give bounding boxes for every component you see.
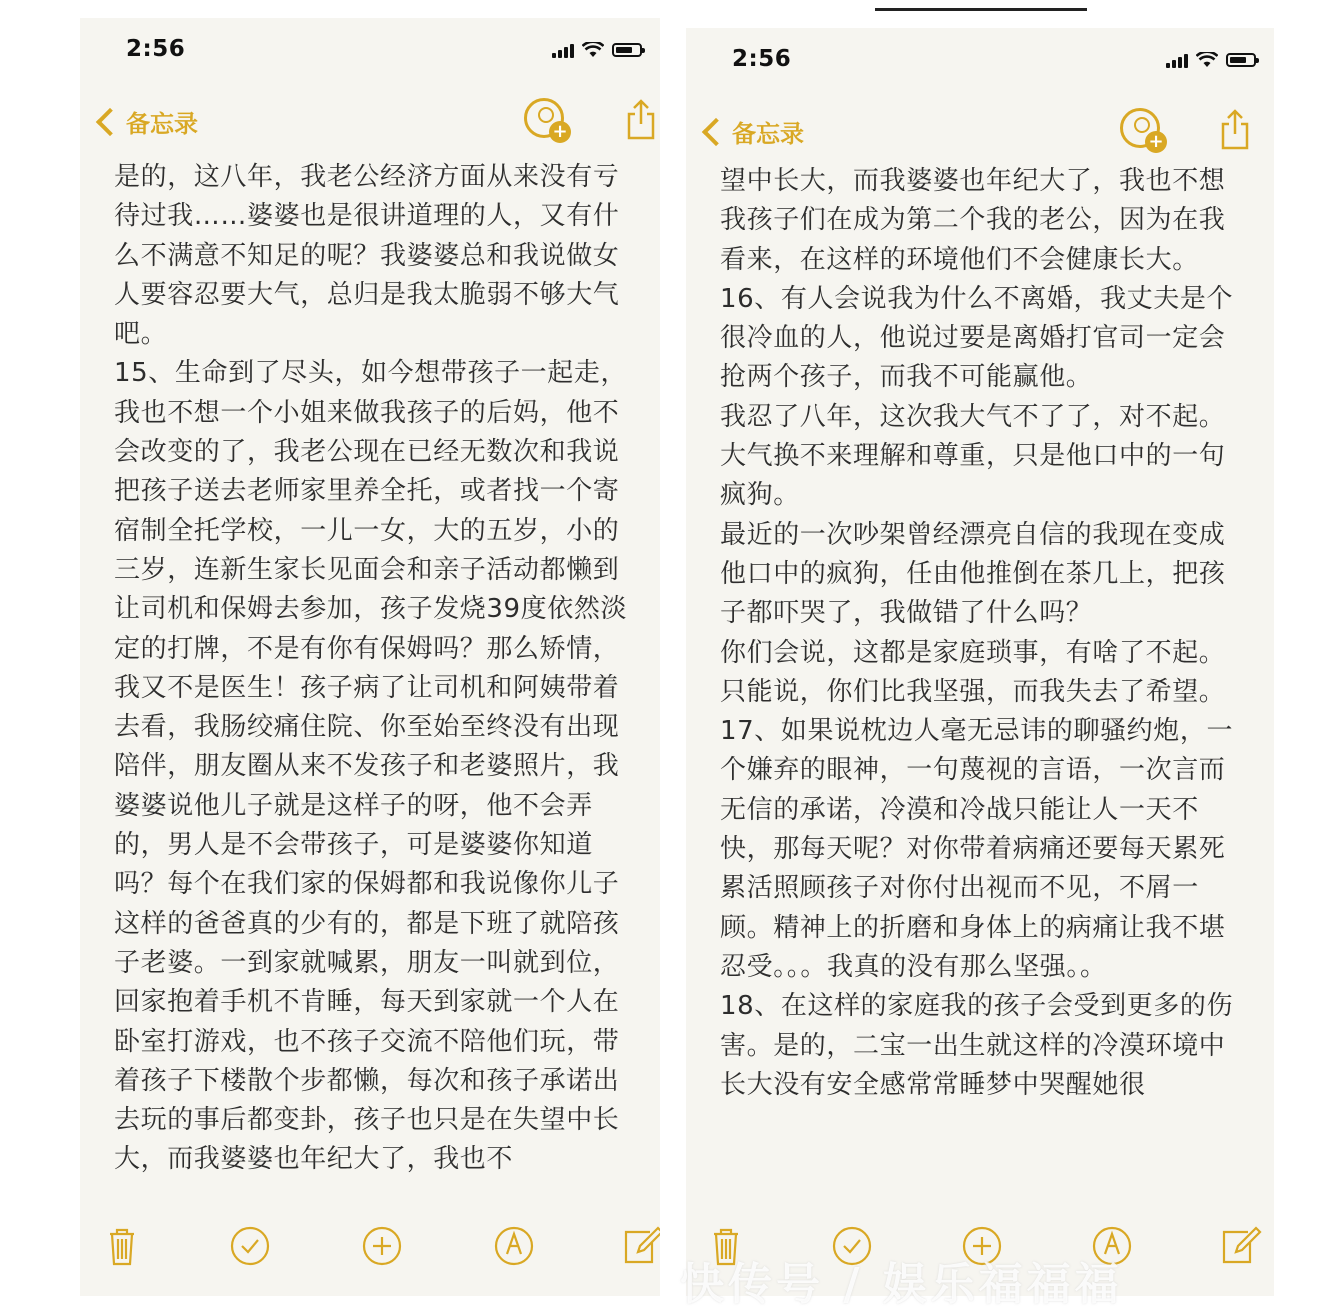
status-time: 2:56 (732, 46, 792, 72)
share-button[interactable] (626, 98, 656, 140)
delete-button[interactable] (100, 1224, 144, 1268)
status-time: 2:56 (126, 36, 186, 62)
checkmark-circle-icon (228, 1224, 272, 1268)
watermark: 快传号 / 娱乐福福福 (680, 1259, 1123, 1310)
nav-bar (686, 108, 1274, 158)
plus-badge-icon: + (549, 121, 571, 143)
checklist-button[interactable] (228, 1224, 272, 1268)
note-paragraph: 17、如果说枕边人毫无忌讳的聊骚约炮，一个嫌弃的眼神，一句蔑视的言语，一次言而无信的承诺，冷漠和冷战只能让人一天不快，那每天呢？对你带着病痛还要每天累死累活照顾孩子对你付出视而不见，不屑一顾。精神上的折磨和身体上的病痛让我不堪忍受。。。我真的没有那么坚强。。 (720, 716, 1234, 982)
back-label: 备忘录 (732, 120, 804, 148)
compose-button[interactable] (1218, 1224, 1262, 1268)
compose-icon (620, 1224, 660, 1268)
trash-icon (100, 1224, 144, 1268)
chevron-left-icon (702, 117, 730, 145)
note-paragraph: 你们会说，这都是家庭琐事，有啥了不起。只能说，你们比我坚强，而我失去了希望。 (720, 637, 1226, 707)
back-button[interactable] (698, 114, 804, 149)
add-people-button[interactable] (524, 98, 568, 142)
signal-icon (552, 42, 574, 58)
note-content[interactable] (114, 158, 638, 1200)
compose-icon (1218, 1224, 1262, 1268)
phone-screenshot-left (80, 18, 660, 1296)
top-edge-line (875, 8, 1087, 11)
status-bar (80, 36, 660, 66)
compose-button[interactable] (620, 1224, 660, 1268)
wifi-icon (582, 42, 604, 58)
note-paragraph: 望中长大，而我婆婆也年纪大了，我也不想我孩子们在成为第二个我的老公，因为在我看来，在这样的环境他们不会健康长大。 (720, 166, 1226, 275)
note-paragraph: 16、有人会说我为什么不离婚，我丈夫是个很冷血的人，他说过要是离婚打官司一定会抢两个孩子，而我不可能赢他。 (720, 283, 1234, 393)
phone-screenshot-right (686, 28, 1274, 1296)
back-button[interactable] (92, 104, 198, 139)
markup-button[interactable] (492, 1224, 536, 1268)
status-icons (552, 42, 642, 58)
plus-badge-icon: + (1145, 131, 1167, 153)
note-paragraph: 我忍了八年，这次我大气不了了，对不起。大气换不来理解和尊重，只是他口中的一句疯狗。 (720, 401, 1226, 511)
signal-icon (1166, 52, 1188, 68)
battery-icon (612, 43, 642, 57)
add-button[interactable] (360, 1224, 404, 1268)
nav-bar (80, 98, 660, 148)
status-icons (1166, 52, 1256, 68)
battery-icon (1226, 53, 1256, 67)
note-paragraph: 最近的一次吵架曾经漂亮自信的我现在变成他口中的疯狗，任由他推倒在茶几上，把孩子都吓哭了，我做错了什么吗？ (720, 519, 1226, 629)
share-button[interactable] (1220, 108, 1250, 150)
add-people-button[interactable] (1120, 108, 1164, 152)
note-content[interactable] (720, 162, 1244, 1200)
back-label: 备忘录 (126, 110, 198, 138)
wifi-icon (1196, 52, 1218, 68)
bottom-toolbar (80, 1224, 660, 1274)
plus-circle-icon (360, 1224, 404, 1268)
chevron-left-icon (96, 107, 124, 135)
pen-tip-circle-icon (492, 1224, 536, 1268)
status-bar (686, 46, 1274, 76)
note-paragraph: 15、生命到了尽头，如今想带孩子一起走，我也不想一个小姐来做我孩子的后妈，他不会改变的了，我老公现在已经无数次和我说把孩子送去老师家里养全托，或者找一个寄宿制全托学校，一儿一女，大的五岁，小的三岁，连新生家长见面会和亲子活动都懒到让司机和保姆去参加，孩子发烧39度依然淡定的打牌，不是有你有保姆吗？那么矫情，我又不是医生！孩子病了让司机和阿姨带着去看，我肠绞痛住院、你至始至终没有出现陪伴，朋友圈从来不发孩子和老婆照片，我婆婆说他儿子就是这样子的呀，他不会弄的，男人是不会带孩子，可是婆婆你知道吗？每个在我们家的保姆都和我说像你儿子这样的爸爸真的少有的，都是下班了就陪孩子老婆。一到家就喊累，朋友一叫就到位，回家抱着手机不肯睡，每天到家就一个人在卧室打游戏，也不孩子交流不陪他们玩，带着孩子下楼散个步都懒，每次和孩子承诺出去玩的事后都变卦，孩子也只是在失望中长大，而我婆婆也年纪大了，我也不 (114, 358, 628, 1175)
note-paragraph: 18、在这样的家庭我的孩子会受到更多的伤害。是的，二宝一出生就这样的冷漠环境中长大没有安全感常常睡梦中哭醒她很 (720, 991, 1234, 1100)
note-paragraph: 是的，这八年，我老公经济方面从来没有亏待过我……婆婆也是很讲道理的人，又有什么不满意不知足的呢？我婆婆总和我说做女人要容忍要大气，总归是我太脆弱不够大气吧。 (114, 162, 620, 350)
